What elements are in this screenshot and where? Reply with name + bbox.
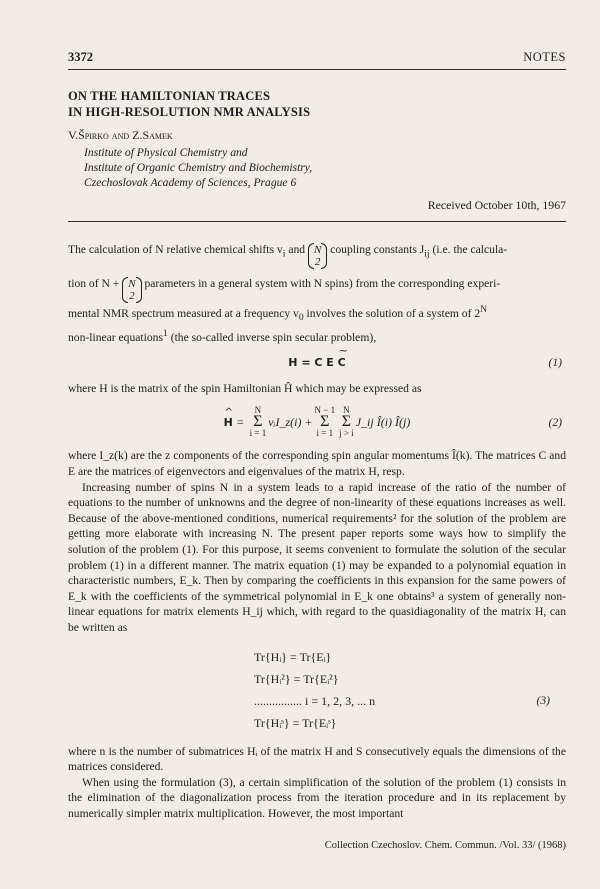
binom-bottom-2: 2 (129, 290, 135, 302)
eq1-ctilde: ~ C (338, 355, 346, 371)
eq1-c: C (314, 356, 323, 370)
title-line-2: IN HIGH-RESOLUTION NMR ANALYSIS (68, 105, 311, 119)
sigma-symbol: Σ (253, 413, 263, 431)
binom-bottom: 2 (314, 256, 321, 268)
equation-3 (254, 646, 558, 734)
p1-text-f: parameters in a general system with N spins) from the corresponding experi- (141, 277, 501, 290)
eq2-sum3-top: N (343, 405, 350, 416)
page-number: 3372 (68, 50, 93, 64)
eq2-sum1-bot: i = 1 (249, 428, 267, 439)
eq2-lhs: ^ H (224, 415, 233, 431)
equation-1 (68, 355, 566, 371)
p1-text-e: tion of N + (68, 277, 123, 290)
binom-top: N (313, 244, 322, 256)
binomial-n-2-second (124, 278, 139, 302)
eq2-sum1-top: N (254, 405, 262, 416)
p1-text-b: and (285, 243, 308, 256)
eq2-sum-2 (315, 406, 336, 438)
sigma-symbol-3: Σ (341, 413, 352, 431)
eq1-lhs: H (288, 356, 298, 370)
received-date: Received October 10th, 1967 (427, 198, 566, 212)
p1-text-i: non-linear equations (68, 330, 163, 344)
p1-text-g: mental NMR spectrum measured at a frequency v (68, 306, 299, 320)
eq3-line-4: Tr{Hᵢˢ} = Tr{Eᵢˢ} (254, 715, 337, 730)
eq2-term-1: vᵢI_z(i) + (268, 414, 313, 429)
eq2-term-2: J_ij Î(i) Î(j) (355, 414, 411, 429)
p1-text-c: coupling constants J (327, 243, 425, 256)
eq3-line-1: Tr{Hᵢ} = Tr{Eᵢ} (254, 649, 332, 664)
p1-text-a: The calculation of N relative chemical shifts v (68, 243, 283, 256)
affiliation-line-1: Institute of Physical Chemistry and (84, 146, 248, 159)
eq2-sum3-bot: j > i (339, 428, 354, 439)
binom-top-2: N (128, 278, 136, 290)
p1-text-h: involves the solution of a system of 2 (303, 306, 481, 320)
eq2-sum-3 (339, 406, 354, 438)
eq2-equals: = (236, 414, 244, 429)
eq1-e: E (326, 356, 334, 370)
separator-rule (68, 221, 566, 222)
eq1-rel: = (297, 356, 315, 370)
equation-2 (68, 406, 566, 438)
affiliation (68, 145, 566, 190)
paragraph-5: where n is the number of submatrices Hᵢ of the matrix H and S consecutively equals the dimensions of the matrices considered. (68, 744, 566, 774)
running-header (68, 50, 566, 70)
paragraph-3: where I_z(k) are the z components of the corresponding spin angular momentums Î(k). The matrices C and E are the matrices of eigenvectors and eigenvalues of the matrix H, resp. (68, 449, 566, 478)
article-title (68, 88, 566, 120)
paragraph-2: where H is the matrix of the spin Hamiltonian Ĥ which may be expressed as (68, 381, 422, 395)
affiliation-line-2: Institute of Organic Chemistry and Biochemistry, (84, 161, 313, 174)
affiliation-line-3: Czechoslovak Academy of Sciences, Prague 6 (84, 176, 297, 189)
section-name: NOTES (523, 50, 566, 64)
paragraph-4: Increasing number of spins N in a system leads to a rapid increase of the ratio of the number of equations to the number of unknowns and the degree of non-linearity of these equations increases as well. Because of the above-mentioned conditions, numerical requirements² for the solution of the problem are getting more elaborate with increasing N. The present paper reports some ways how to simplify the solution of the problem (1). For this purpose, it seems convenient to formulate the solution of the secular problem (1) in a different manner. The matrix equation (1) may be expanded to a polynomial equation in characteristic numbers, E_k. Then by comparing the coefficients in this expansion for the same powers of E_k with the coefficients of the symmetrical polynomial in E_k one obtains³ a system of generally non-linear equations for matrix elements H_ij which, with regard to the quasidiagonality of the matrix H, can be written as (68, 480, 566, 634)
eq3-number: (3) (536, 693, 550, 707)
eq2-sum-1 (250, 406, 267, 438)
eq3-line-2: Tr{Hᵢ²} = Tr{Eᵢ²} (254, 671, 339, 686)
authors: V.Špirko and Z.Samek (68, 128, 173, 142)
eq2-sum2-bot: i = 1 (316, 428, 334, 439)
p1-text-j: (the so-called inverse spin secular problem), (167, 330, 377, 344)
journal-footer: Collection Czechoslov. Chem. Commun. /Vol. 33/ (1968) (324, 840, 566, 851)
paragraph-1: The calculation of N relative chemical shifts $v_i$ and N 2 coupling constants $J_{ij}$ (i.e. the calcula- tion of N + N 2 parameters in a general system with N spins) from the corresponding experi- mental NMR spectrum measured at a frequency $v_0$ involves the solution of a system of $2^N$ non-linear equations$^1$ (the so-called inverse spin secular problem), (68, 243, 508, 344)
eq2-number: (2) (548, 415, 562, 429)
title-line-1: ON THE HAMILTONIAN TRACES (68, 89, 271, 103)
eq1-content (288, 355, 345, 371)
paragraph-6: When using the formulation (3), a certain simplification of the solution of the problem (1) consists in the elimination of the diagonalization process from the iteration procedure and in its replacement by numerically simpler matrix multiplication. However, the most important (68, 775, 566, 820)
eq1-number: (1) (548, 356, 562, 370)
eq3-line-3: ................ i = 1, 2, 3, ... n (254, 693, 376, 708)
binomial-n-2 (310, 244, 325, 268)
article-body (68, 242, 566, 822)
sigma-symbol-2: Σ (320, 413, 330, 431)
p1-text-d: (i.e. the calcula- (429, 243, 508, 256)
eq2-sum2-top: N − 1 (314, 405, 336, 416)
